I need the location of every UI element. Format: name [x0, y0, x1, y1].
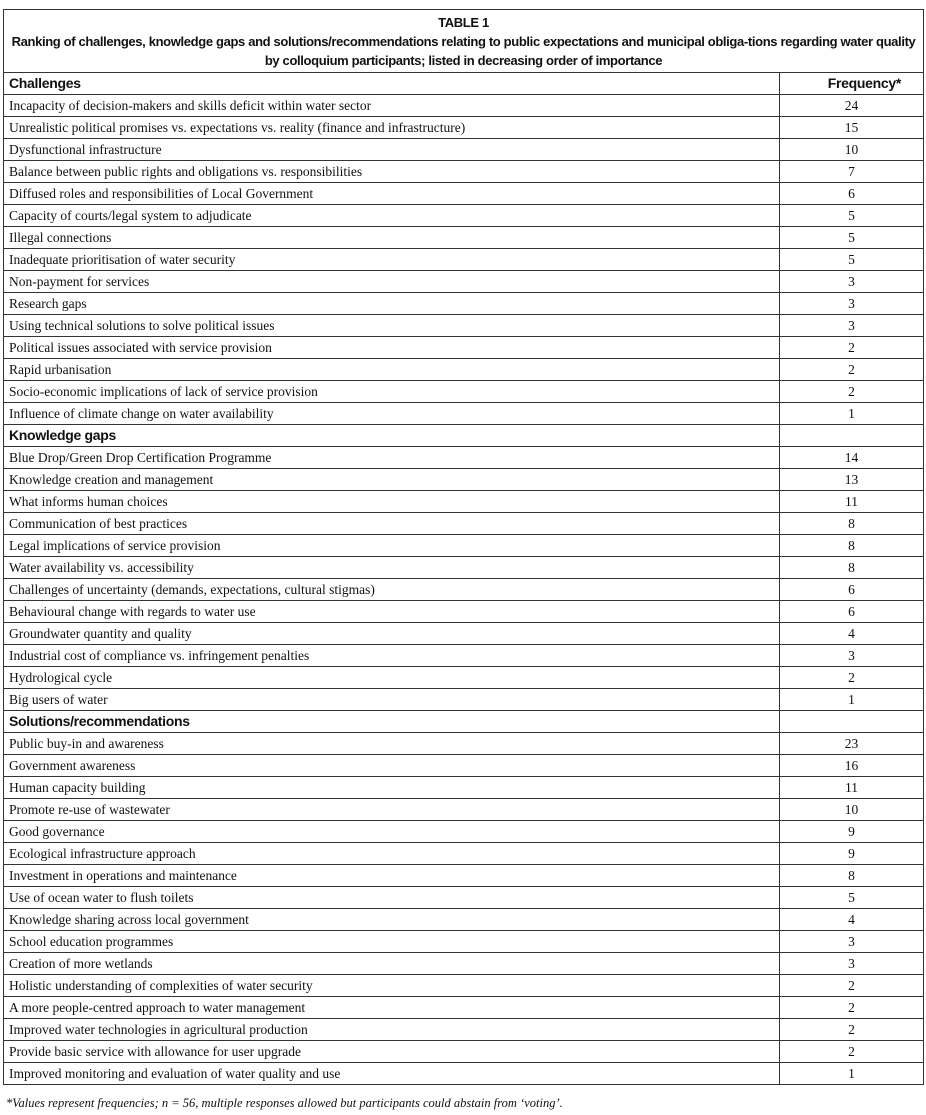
row-frequency: 8	[780, 865, 924, 887]
row-item: Water availability vs. accessibility	[4, 557, 780, 579]
row-frequency: 3	[780, 293, 924, 315]
row-frequency: 9	[780, 843, 924, 865]
table-row	[4, 821, 924, 843]
row-frequency: 11	[780, 777, 924, 799]
table-body	[4, 73, 924, 1085]
table-row	[4, 997, 924, 1019]
row-frequency: 23	[780, 733, 924, 755]
row-frequency: 7	[780, 161, 924, 183]
row-frequency: 5	[780, 249, 924, 271]
row-frequency: 2	[780, 975, 924, 997]
section-heading: Knowledge gaps	[4, 425, 780, 447]
table-row	[4, 381, 924, 403]
row-frequency: 8	[780, 513, 924, 535]
row-item: Government awareness	[4, 755, 780, 777]
table-row	[4, 161, 924, 183]
section-header-knowledge-gaps	[4, 425, 924, 447]
section-heading: Challenges	[4, 73, 780, 95]
row-frequency: 3	[780, 315, 924, 337]
table-row	[4, 601, 924, 623]
row-item: Holistic understanding of complexities of water security	[4, 975, 780, 997]
table-row	[4, 337, 924, 359]
table-row	[4, 535, 924, 557]
row-item: Incapacity of decision-makers and skills deficit within water sector	[4, 95, 780, 117]
table-row	[4, 931, 924, 953]
row-item: Legal implications of service provision	[4, 535, 780, 557]
row-frequency: 2	[780, 337, 924, 359]
row-item: Provide basic service with allowance for user upgrade	[4, 1041, 780, 1063]
table-row	[4, 249, 924, 271]
row-frequency: 5	[780, 887, 924, 909]
section-heading: Solutions/recommendations	[4, 711, 780, 733]
table-row	[4, 403, 924, 425]
row-item: Improved monitoring and evaluation of water quality and use	[4, 1063, 780, 1085]
row-item: Non-payment for services	[4, 271, 780, 293]
row-item: Dysfunctional infrastructure	[4, 139, 780, 161]
table-row	[4, 777, 924, 799]
row-item: Rapid urbanisation	[4, 359, 780, 381]
table-row	[4, 447, 924, 469]
table-footnote: *Values represent frequencies; n = 56, multiple responses allowed but participants could abstain from ‘voting’.	[6, 1096, 563, 1110]
row-item: Inadequate prioritisation of water security	[4, 249, 780, 271]
row-frequency: 1	[780, 1063, 924, 1085]
row-item: Using technical solutions to solve political issues	[4, 315, 780, 337]
table-row	[4, 271, 924, 293]
row-frequency: 1	[780, 403, 924, 425]
row-item: Knowledge creation and management	[4, 469, 780, 491]
row-item: Good governance	[4, 821, 780, 843]
row-frequency: 2	[780, 1041, 924, 1063]
table-row	[4, 953, 924, 975]
table-row	[4, 205, 924, 227]
table-row	[4, 799, 924, 821]
table-row	[4, 579, 924, 601]
table-caption: Ranking of challenges, knowledge gaps and solutions/recommendations relating to public expectations and municipal obliga-tions regarding water quality by colloquium participants; listed in decreasing order of importance	[11, 34, 916, 68]
table-row	[4, 909, 924, 931]
row-item: Communication of best practices	[4, 513, 780, 535]
table-row	[4, 491, 924, 513]
row-item: Influence of climate change on water availability	[4, 403, 780, 425]
row-frequency: 4	[780, 909, 924, 931]
table-row	[4, 755, 924, 777]
row-item: Diffused roles and responsibilities of Local Government	[4, 183, 780, 205]
table-row	[4, 1041, 924, 1063]
table-row	[4, 117, 924, 139]
table-row	[4, 623, 924, 645]
row-frequency: 8	[780, 557, 924, 579]
row-frequency: 11	[780, 491, 924, 513]
row-item: Behavioural change with regards to water use	[4, 601, 780, 623]
row-item: Improved water technologies in agricultural production	[4, 1019, 780, 1041]
row-frequency: 15	[780, 117, 924, 139]
table-label: TABLE 1	[438, 15, 489, 30]
table-row	[4, 1019, 924, 1041]
row-frequency: 2	[780, 381, 924, 403]
table-row	[4, 975, 924, 997]
ranking-table	[3, 9, 924, 1085]
table-row	[4, 513, 924, 535]
row-frequency: 3	[780, 271, 924, 293]
row-item: Challenges of uncertainty (demands, expectations, cultural stigmas)	[4, 579, 780, 601]
row-item: Ecological infrastructure approach	[4, 843, 780, 865]
table-title-row	[4, 10, 924, 73]
table-row	[4, 733, 924, 755]
table-row	[4, 667, 924, 689]
table-row	[4, 293, 924, 315]
row-item: School education programmes	[4, 931, 780, 953]
row-item: Investment in operations and maintenance	[4, 865, 780, 887]
table-row	[4, 645, 924, 667]
frequency-header	[780, 711, 924, 733]
row-item: Balance between public rights and obligations vs. responsibilities	[4, 161, 780, 183]
table-row	[4, 557, 924, 579]
row-frequency: 16	[780, 755, 924, 777]
row-item: Research gaps	[4, 293, 780, 315]
row-frequency: 10	[780, 799, 924, 821]
row-item: Political issues associated with service provision	[4, 337, 780, 359]
frequency-header	[780, 425, 924, 447]
table-row	[4, 359, 924, 381]
row-frequency: 2	[780, 1019, 924, 1041]
row-frequency: 6	[780, 579, 924, 601]
table-title	[4, 10, 924, 73]
row-frequency: 2	[780, 997, 924, 1019]
row-item: Groundwater quantity and quality	[4, 623, 780, 645]
table-row	[4, 469, 924, 491]
row-frequency: 1	[780, 689, 924, 711]
row-item: Promote re-use of wastewater	[4, 799, 780, 821]
row-frequency: 2	[780, 667, 924, 689]
row-item: What informs human choices	[4, 491, 780, 513]
row-frequency: 10	[780, 139, 924, 161]
row-frequency: 6	[780, 601, 924, 623]
table-row	[4, 95, 924, 117]
row-frequency: 5	[780, 205, 924, 227]
row-frequency: 2	[780, 359, 924, 381]
frequency-header: Frequency*	[780, 73, 924, 95]
row-item: Human capacity building	[4, 777, 780, 799]
table-row	[4, 843, 924, 865]
row-frequency: 24	[780, 95, 924, 117]
row-item: Illegal connections	[4, 227, 780, 249]
row-item: A more people-centred approach to water management	[4, 997, 780, 1019]
table-row	[4, 315, 924, 337]
table-row	[4, 183, 924, 205]
row-item: Use of ocean water to flush toilets	[4, 887, 780, 909]
row-frequency: 3	[780, 931, 924, 953]
row-item: Industrial cost of compliance vs. infringement penalties	[4, 645, 780, 667]
row-item: Hydrological cycle	[4, 667, 780, 689]
row-frequency: 13	[780, 469, 924, 491]
row-frequency: 14	[780, 447, 924, 469]
row-frequency: 3	[780, 953, 924, 975]
row-frequency: 8	[780, 535, 924, 557]
row-item: Knowledge sharing across local government	[4, 909, 780, 931]
row-item: Creation of more wetlands	[4, 953, 780, 975]
section-header-solutions-recommendations	[4, 711, 924, 733]
row-frequency: 3	[780, 645, 924, 667]
table-row	[4, 227, 924, 249]
row-frequency: 6	[780, 183, 924, 205]
row-item: Capacity of courts/legal system to adjudicate	[4, 205, 780, 227]
row-frequency: 9	[780, 821, 924, 843]
section-header-challenges	[4, 73, 924, 95]
table-row	[4, 887, 924, 909]
row-frequency: 4	[780, 623, 924, 645]
row-item: Public buy-in and awareness	[4, 733, 780, 755]
row-frequency: 5	[780, 227, 924, 249]
table-row	[4, 865, 924, 887]
row-item: Unrealistic political promises vs. expectations vs. reality (finance and infrastructure)	[4, 117, 780, 139]
row-item: Blue Drop/Green Drop Certification Programme	[4, 447, 780, 469]
row-item: Big users of water	[4, 689, 780, 711]
table-row	[4, 1063, 924, 1085]
row-item: Socio-economic implications of lack of service provision	[4, 381, 780, 403]
table-row	[4, 689, 924, 711]
table-row	[4, 139, 924, 161]
